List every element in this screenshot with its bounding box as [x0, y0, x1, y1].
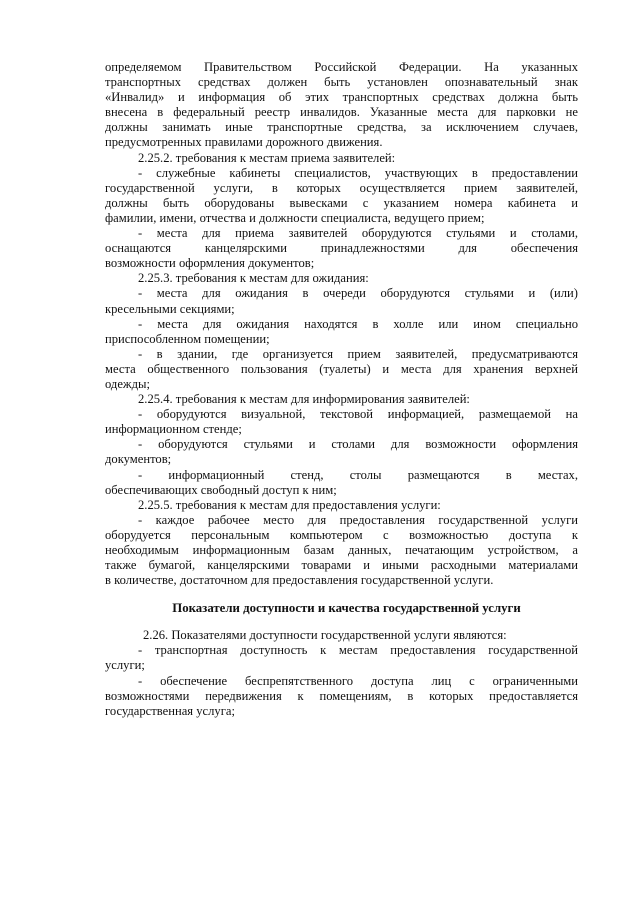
text-line: - каждое рабочее место для предоставления государственной услуги	[138, 512, 578, 527]
list-item-info-stand	[105, 407, 578, 437]
text-line: документов;	[105, 452, 172, 467]
text-line: оснащаются канцелярскими принадлежностями для обеспечения	[105, 241, 578, 256]
text-line: приспособленном помещении;	[105, 331, 270, 346]
text-line: - в здании, где организуется прием заявителей, предусматриваются	[138, 346, 578, 361]
text-line: определяемом Правительством Российской Федерации. На указанных	[105, 60, 578, 74]
clause-2-25-3-heading	[105, 271, 578, 286]
text-line: возможностями передвижения к помещениям, в которых предоставляется	[105, 688, 578, 703]
text-line: места общественного пользования (туалеты) и места для хранения верхней	[105, 361, 578, 376]
document-page	[105, 60, 578, 719]
text-line: государственной услуги, в которых осуществляется прием заявителей,	[105, 180, 578, 195]
text-line: 2.25.5. требования к местам для предоставления услуги:	[138, 497, 441, 512]
text-line: - информационный стенд, столы размещаются в местах,	[138, 467, 578, 482]
text-line: обеспечивающих свободный доступ к ним;	[105, 482, 337, 497]
text-line: - транспортная доступность к местам предоставления государственной	[138, 643, 578, 658]
list-item-public-facilities	[105, 347, 578, 392]
text-line: государственная услуга;	[105, 703, 235, 718]
list-item-workplace-equipment	[105, 513, 578, 588]
text-line: оборудуется персональным компьютером с возможностью доступа к	[105, 527, 578, 542]
text-line: - оборудуются стульями и столами для возможности оформления	[138, 437, 578, 452]
clause-2-25-5-heading	[105, 498, 578, 513]
section-heading: Показатели доступности и качества государственной услуги	[172, 601, 521, 616]
text-line: - места для ожидания в очереди оборудуются стульями и (или)	[138, 286, 578, 301]
list-item-barrier-free-access	[105, 674, 578, 719]
text-line: необходимым информационным базам данных, печатающим устройством, а	[105, 543, 578, 557]
text-line: транспортных средствах должен быть установлен опознавательный знак	[105, 75, 578, 90]
text-line: фамилии, имени, отчества и должности специалиста, ведущего прием;	[105, 210, 485, 225]
list-item-documents-furniture	[105, 437, 578, 467]
list-item-stand-placement	[105, 468, 578, 498]
clause-2-25-2-heading	[105, 151, 578, 166]
text-line: возможности оформления документов;	[105, 256, 315, 271]
text-line: одежды;	[105, 376, 151, 391]
text-line: - места для ожидания находятся в холле или ином специально	[138, 316, 578, 331]
text-line: в количестве, достаточном для предоставления государственной услуги.	[105, 573, 494, 588]
text-line: кресельными секциями;	[105, 301, 235, 316]
list-item-waiting-seats	[105, 286, 578, 316]
paragraph-parking-continuation	[105, 60, 578, 151]
text-line: должны быть оборудованы вывесками с указанием номера кабинета и	[105, 195, 578, 210]
text-line: услуги;	[105, 658, 145, 673]
text-line: 2.25.2. требования к местам приема заявителей:	[138, 150, 396, 165]
text-line: 2.26. Показателями доступности государственной услуги являются:	[143, 628, 507, 643]
text-line: 2.25.3. требования к местам для ожидания:	[138, 271, 369, 286]
list-item-reception-places	[105, 226, 578, 271]
text-line: - обеспечение беспрепятственного доступа лиц с ограниченными	[138, 673, 578, 688]
clause-2-25-4-heading	[105, 392, 578, 407]
list-item-service-offices	[105, 166, 578, 226]
text-line: - оборудуются визуальной, текстовой информацией, размещаемой на	[138, 407, 578, 422]
text-line: «Инвалид» и информация об этих транспортных средствах должна быть	[105, 90, 578, 105]
text-line: также бумагой, канцелярскими товарами и иными расходными материалами	[105, 558, 578, 573]
clause-2-26-heading	[105, 628, 578, 643]
text-line: - служебные кабинеты специалистов, участвующих в предоставлении	[138, 165, 578, 180]
text-line: 2.25.4. требования к местам для информирования заявителей:	[138, 392, 470, 407]
text-line: предусмотренных правилами дорожного движения.	[105, 135, 383, 150]
list-item-waiting-hall	[105, 317, 578, 347]
text-line: информационном стенде;	[105, 422, 242, 437]
list-item-transport-accessibility	[105, 643, 578, 673]
text-line: внесена в федеральный реестр инвалидов. Указанные места для парковки не	[105, 105, 578, 120]
text-line: должны занимать иные транспортные средства, за исключением случаев,	[105, 120, 578, 135]
text-line: - места для приема заявителей оборудуются стульями и столами,	[138, 226, 578, 241]
